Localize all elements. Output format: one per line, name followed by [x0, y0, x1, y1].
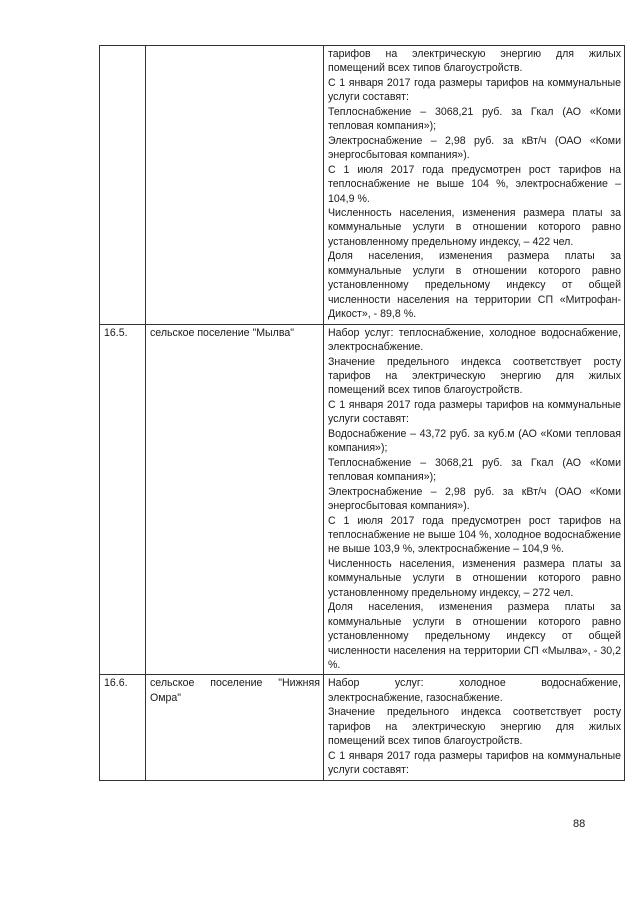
row-number: 16.6. — [100, 675, 146, 780]
description-paragraph: Электроснабжение – 2,98 руб. за кВт/ч (ОАО «Коми энергосбытовая компания»). — [328, 134, 621, 162]
description-paragraph: С 1 января 2017 года размеры тарифов на коммунальные услуги составят: — [328, 76, 621, 104]
description-paragraph: С 1 января 2017 года размеры тарифов на коммунальные услуги составят: — [328, 398, 621, 426]
description-cell — [324, 324, 625, 675]
description-paragraph: Значение предельного индекса соответствует росту тарифов на электрическую энергию для жилых помещений всех типов благоустройств. — [328, 706, 621, 748]
description-cell — [324, 675, 625, 780]
settlement-name: сельское поселение "Нижняя Омра" — [150, 677, 320, 704]
settlement-name-cell — [146, 46, 324, 325]
row-number: 16.5. — [100, 324, 146, 675]
description-paragraph: Доля населения, изменения размера платы за коммунальные услуги в отношении которого равно установленному предельному индексу от общей численности населения на территории СП «Митрофан-Дикост», - 89,8 %. — [328, 250, 621, 321]
table-row — [100, 675, 625, 780]
row-number — [100, 46, 146, 325]
description-paragraph: С 1 июля 2017 года предусмотрен рост тарифов на теплоснабжение не выше 104 %, холодное водоснабжение не выше 103,9 %, электроснабжение – 104,9 %. — [328, 514, 621, 556]
description-paragraph: Значение предельного индекса соответствует росту тарифов на электрическую энергию для жилых помещений всех типов благоустройств. — [328, 355, 621, 397]
description-paragraph: Набор услуг: холодное водоснабжение, электроснабжение, газоснабжение. — [328, 677, 621, 704]
table-row — [100, 324, 625, 675]
description-paragraph: Теплоснабжение – 3068,21 руб. за Гкал (АО «Коми тепловая компания»); — [328, 105, 621, 133]
table-row — [100, 46, 625, 325]
description-paragraph: Теплоснабжение – 3068,21 руб. за Гкал (АО «Коми тепловая компания»); — [328, 456, 621, 484]
description-paragraph: Электроснабжение – 2,98 руб. за кВт/ч (ОАО «Коми энергосбытовая компания»). — [328, 485, 621, 513]
settlement-name: сельское поселение "Мылва" — [150, 326, 294, 339]
description-paragraph: Водоснабжение – 43,72 руб. за куб.м (АО «Коми тепловая компания»); — [328, 427, 621, 455]
description-cell — [324, 46, 625, 325]
tariff-table — [99, 45, 625, 781]
description-paragraph: Численность населения, изменения размера платы за коммунальные услуги в отношении которого равно установленному предельному индексу, – 422 чел. — [328, 206, 621, 248]
description-paragraph: Набор услуг: теплоснабжение, холодное водоснабжение, электроснабжение. — [328, 326, 621, 354]
description-paragraph: С 1 июля 2017 года предусмотрен рост тарифов на теплоснабжение не выше 104 %, электроснабжение – 104,9 %. — [328, 163, 621, 205]
settlement-name-cell — [146, 324, 324, 675]
description-paragraph: С 1 января 2017 года размеры тарифов на коммунальные услуги составят: — [328, 749, 621, 777]
description-paragraph: Численность населения, изменения размера платы за коммунальные услуги в отношении которого равно установленному предельному индексу, – 272 чел. — [328, 557, 621, 599]
page-number: 88 — [573, 818, 586, 830]
settlement-name-cell — [146, 675, 324, 780]
description-paragraph: тарифов на электрическую энергию для жилых помещений всех типов благоустройств. — [328, 48, 621, 75]
description-paragraph: Доля населения, изменения размера платы за коммунальные услуги в отношении которого равно установленному предельному индексу от общей численности населения на территории СП «Мылва», - 30,2 %. — [328, 601, 621, 672]
